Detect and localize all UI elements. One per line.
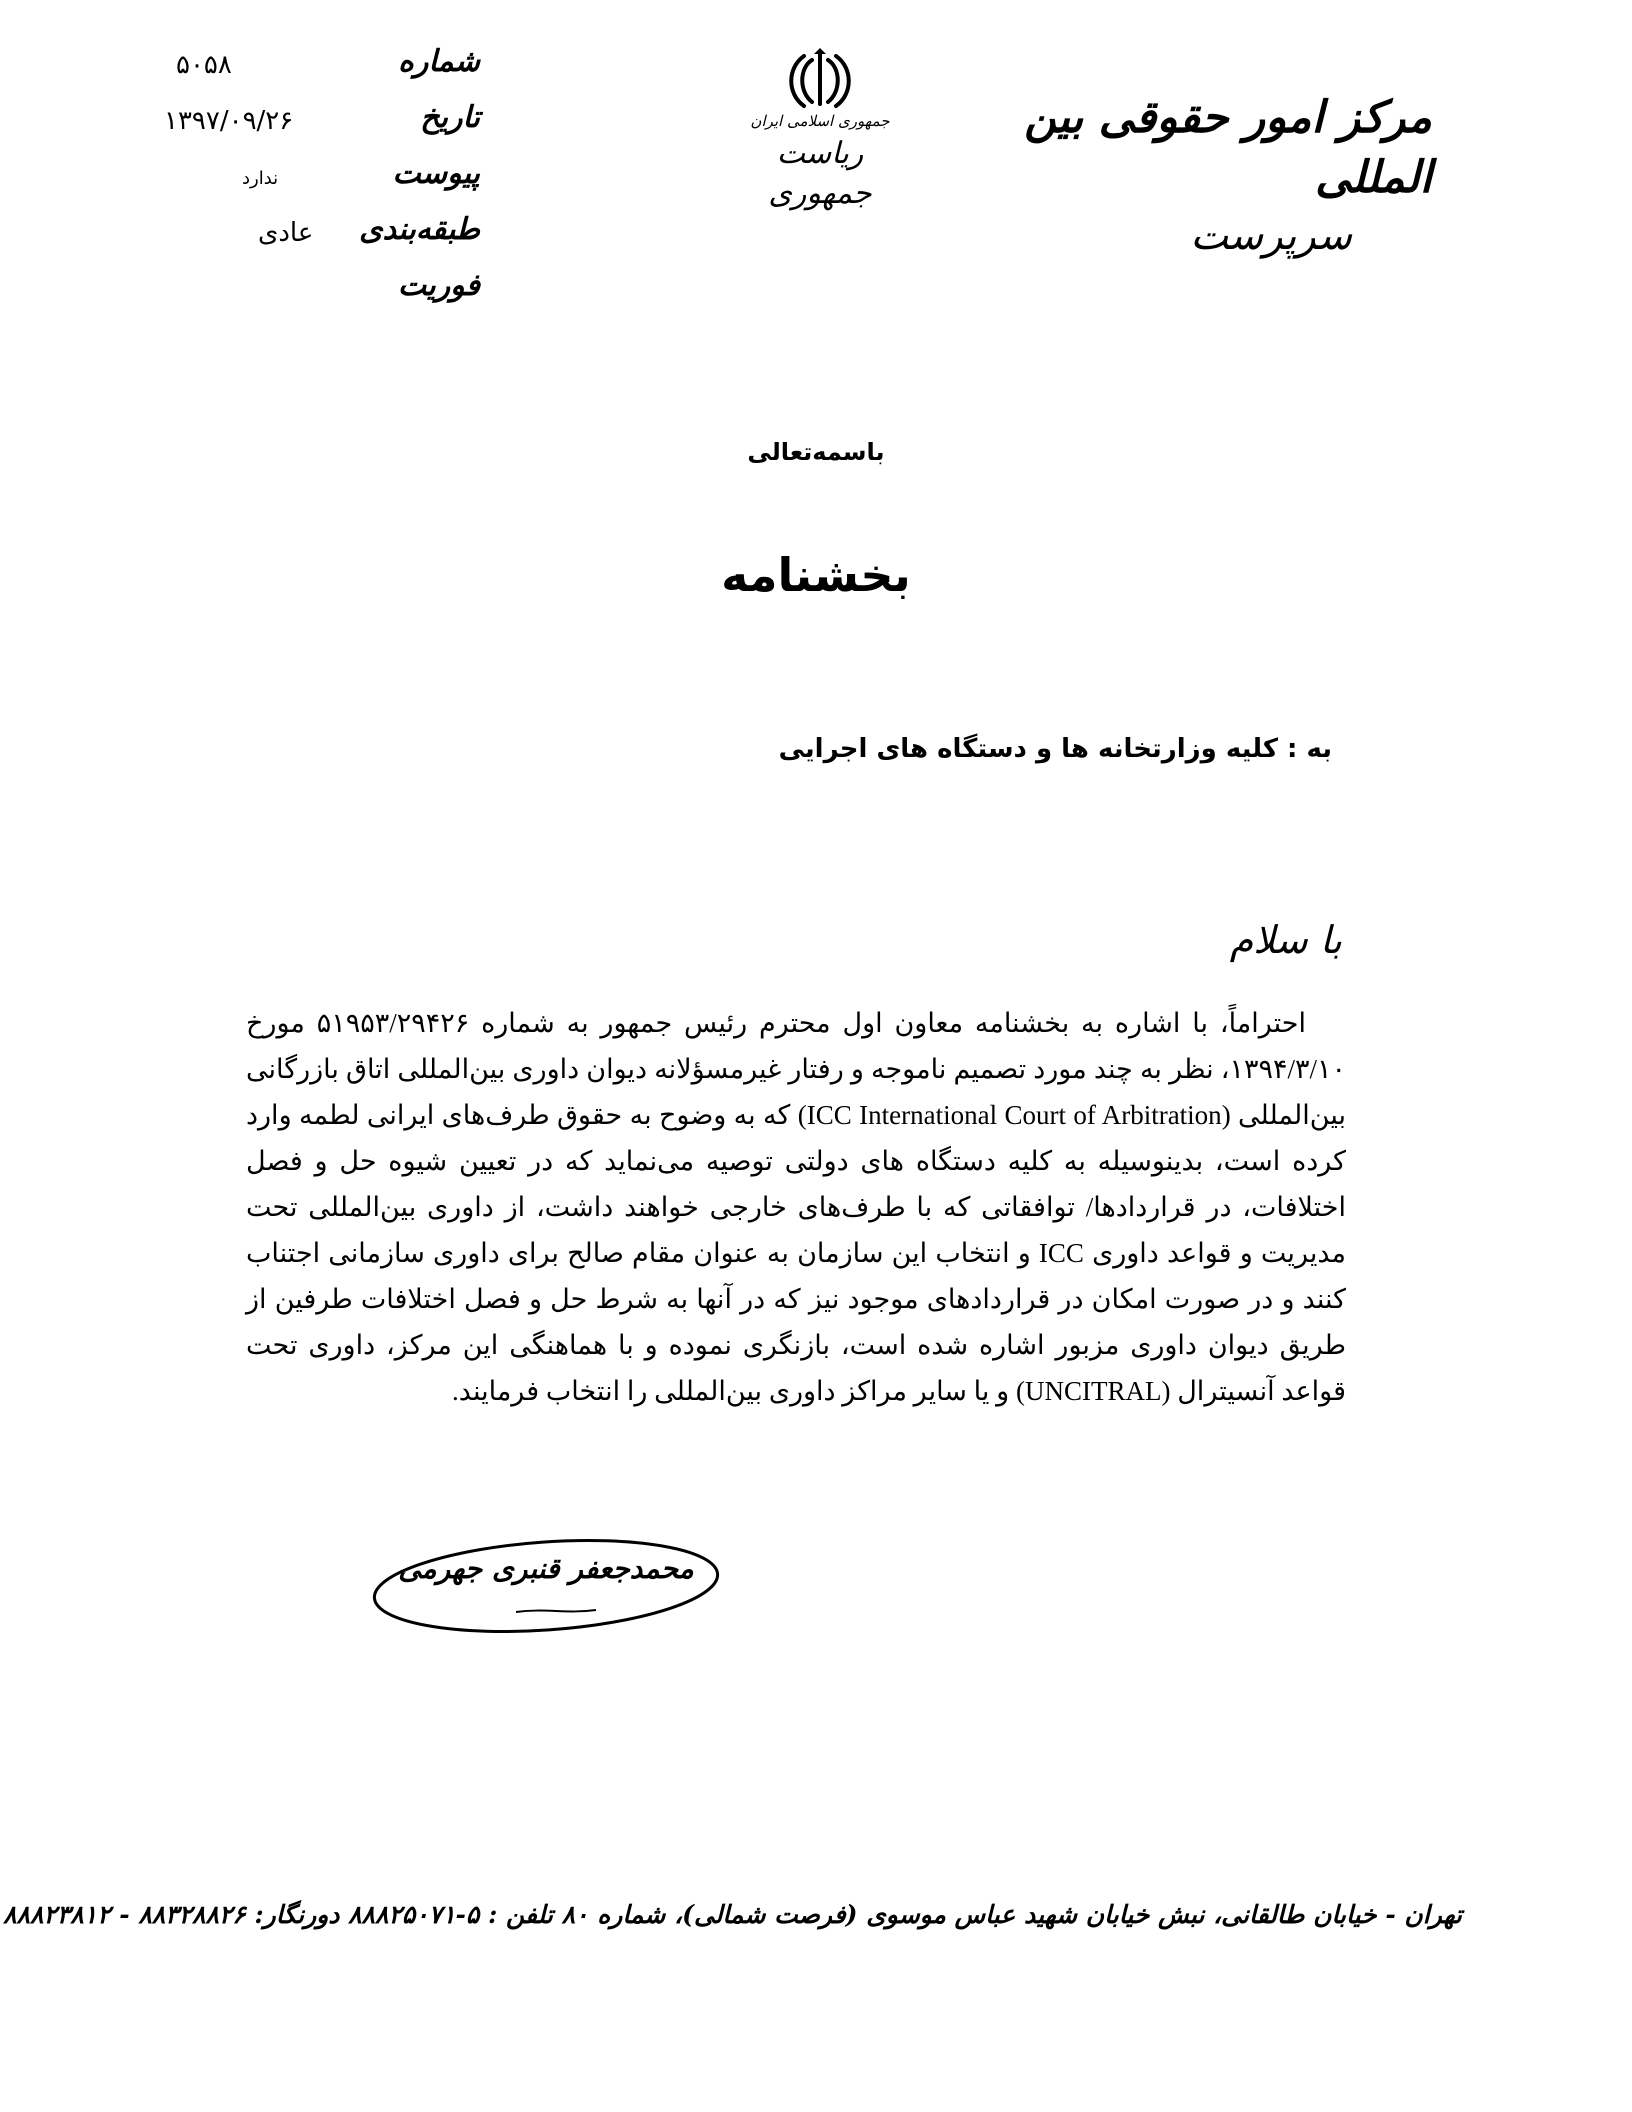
signature-oval-icon bbox=[366, 1528, 726, 1648]
letter-body: احتراماً، با اشاره به بخشنامه معاون اول محترم رئیس جمهور به شماره ۵۱۹۵۳/۲۹۴۲۶ مورخ ۱۳۹۴/۳/۱۰، نظر به چند مورد تصمیم ناموجه و رفتار غیرمسؤلانه دیوان داوری بین‌المللی اتاق بازرگانی بین‌المللی (ICC International Court of Arbitration) که به وضوح به حقوق طرف‌های ایرانی لطمه وارد کرده است، بدینوسیله به کلیه دستگاه های دولتی توصیه می‌نماید که در تعیین شیوه حل و فصل اختلافات، در قراردادها/ توافقاتی که با طرف‌های خارجی خواهند داشت، از داوری بین‌المللی تحت مدیریت و قواعد داوری ICC و انتخاب این سازمان به عنوان مقام صالح برای داوری سازمانی اجتناب کنند و در صورت امکان در قراردادهای موجود نیز که در آنها به شرط حل و فصل اختلافات طرفین از طریق دیوان داوری مزبور اشاره شده است، بازنگری نموده و با هماهنگی این مرکز، داوری تحت قواعد آنسیترال (UNCITRAL) و یا سایر مراکز داوری بین‌المللی را انتخاب فرمایند. bbox=[246, 1008, 1346, 1406]
meta-attachment-value: ندارد bbox=[242, 168, 279, 189]
meta-date-label: تاریخ bbox=[420, 100, 480, 135]
meta-classification-value: عادی bbox=[258, 218, 314, 248]
iran-emblem-icon bbox=[785, 46, 855, 110]
state-emblem bbox=[730, 46, 910, 214]
emblem-office-text: ریاست جمهوری bbox=[768, 136, 872, 211]
organization-subtitle: سرپرست bbox=[1190, 213, 1352, 259]
emblem-country-text: جمهوری اسلامی ایران bbox=[750, 112, 890, 130]
meta-classification-label: طبقه‌بندی bbox=[359, 212, 480, 247]
addressee: به : کلیه وزارتخانه ها و دستگاه های اجرایی bbox=[778, 734, 1332, 764]
signatory-name: محمدجعفر قنبری جهرمی bbox=[398, 1552, 694, 1585]
meta-attachment-row bbox=[150, 156, 480, 212]
meta-date-row bbox=[150, 100, 480, 156]
letter-metadata bbox=[150, 44, 480, 324]
meta-date-value: ۱۳۹۷/۰۹/۲۶ bbox=[164, 106, 294, 136]
footer-address: تهران - خیابان طالقانی، نبش خیابان شهید عباس موسوی (فرصت شمالی)، شماره ۸۰ تلفن : ۵-۸۸۸۲۵۰۷۱ دورنگار: ۸۸۳۲۸۸۲۶ - ۸۸۸۲۳۸۱۲ bbox=[3, 1900, 1462, 1929]
signature-stamp bbox=[366, 1528, 726, 1648]
invocation: باسمه‌تعالی bbox=[747, 438, 885, 466]
organization-name: مرکز امور حقوقی بین المللی bbox=[1024, 92, 1432, 203]
meta-number-value: ۵۰۵۸ bbox=[176, 50, 232, 80]
meta-number-label: شماره bbox=[398, 44, 480, 79]
document-title: بخشنامه bbox=[721, 548, 911, 602]
meta-attachment-label: پیوست bbox=[392, 156, 480, 191]
meta-classification-row bbox=[150, 212, 480, 268]
organization-header bbox=[1012, 88, 1432, 264]
meta-number-row bbox=[150, 44, 480, 100]
salutation: با سلام bbox=[1229, 918, 1342, 962]
meta-priority-row bbox=[150, 268, 480, 324]
meta-priority-label: فوریت bbox=[397, 268, 480, 303]
